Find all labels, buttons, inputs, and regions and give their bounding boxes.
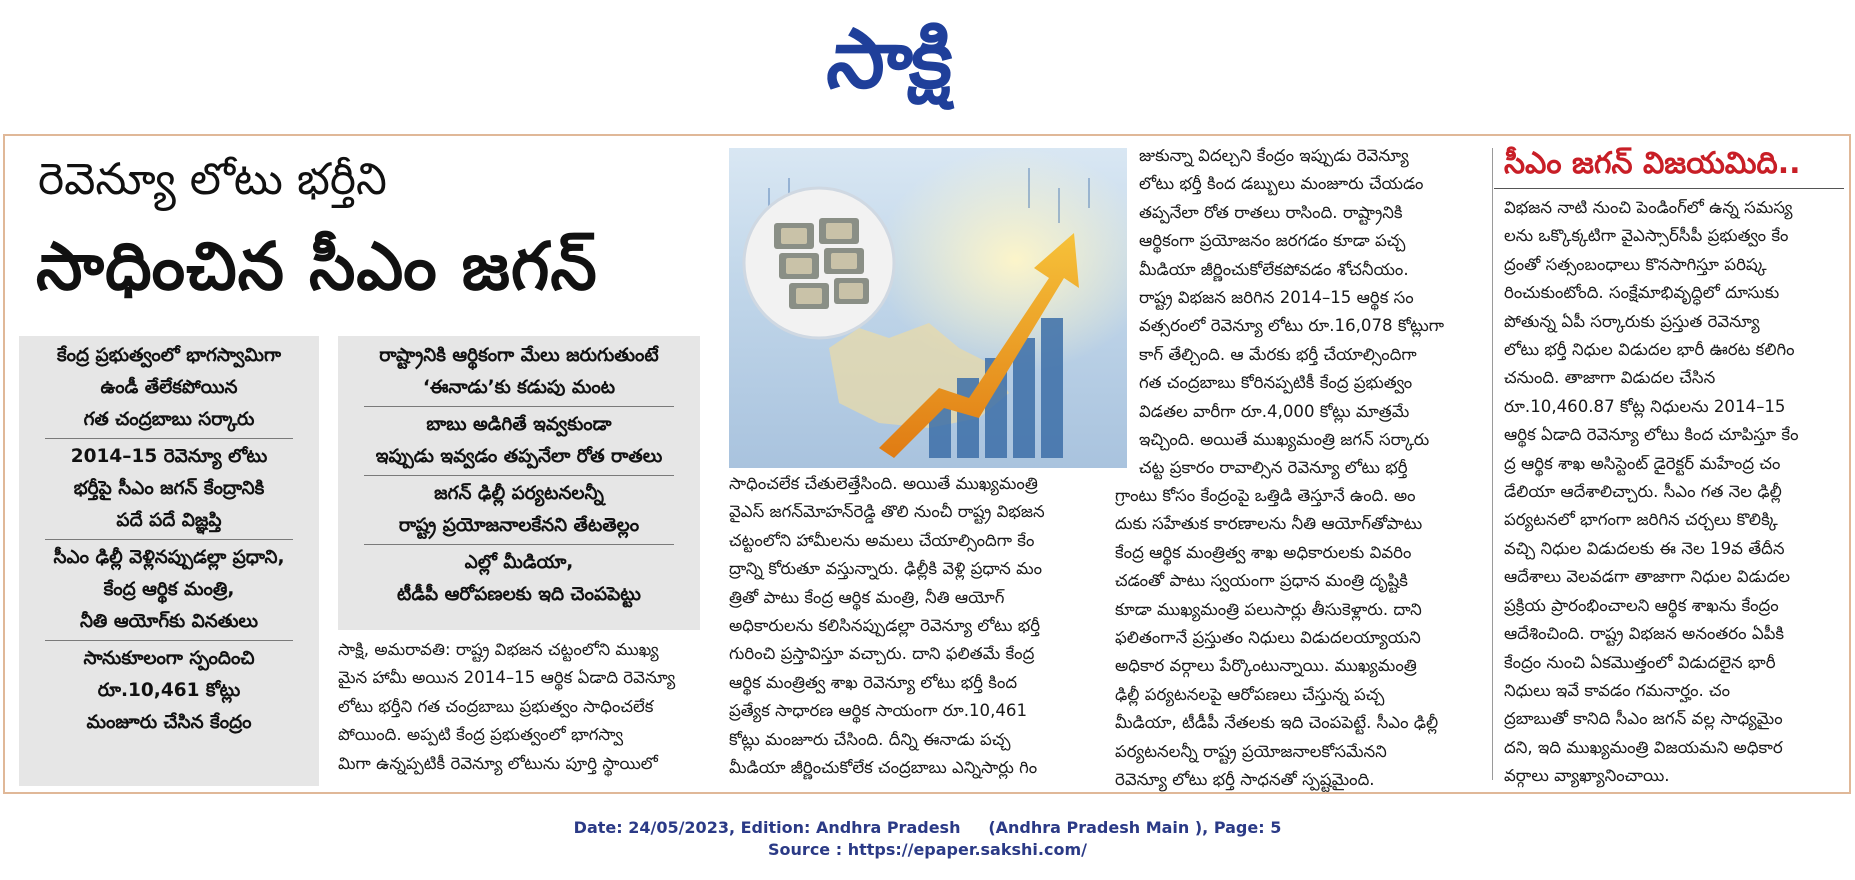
article-line: ప్రత్యేక సాధారణ ఆర్థిక సాయంగా రూ.10,461 — [729, 701, 1028, 721]
article-column-a — [338, 636, 702, 778]
box-right-line: జగన్ ఢిల్లీ పర్యటనలన్నీ — [434, 483, 604, 504]
sidebar-line: ప్రక్రియ ప్రారంభించాలని ఆర్థిక శాఖను కేంద్రం — [1504, 595, 1779, 615]
article-line: పోయింది. అప్పటి కేంద్ర ప్రభుత్వంలో భాగస్వా — [338, 725, 624, 745]
sidebar-line: ఆదేశించింది. రాష్ట్ర విభజన అనంతరం ఏపీకి — [1504, 624, 1785, 644]
sidebar-title: సీఎం జగన్ విజయమిది.. — [1504, 146, 1801, 181]
box-left-line: మంజూరు చేసిన కేంద్రం — [86, 712, 252, 733]
article-photo — [729, 148, 1127, 468]
box-right-line: ‘ఈనాడు’కు కడుపు మంట — [422, 377, 616, 398]
article-line: మీడియా, టీడీపీ నేతలకు ఇది చెంపపెట్టే. సీఎం ఢిల్లీ — [1115, 713, 1439, 733]
growth-arrow-illustration — [729, 148, 1127, 468]
article-line: లోటు భర్తీ కింద డబ్బులు మంజూరు చేయడం — [1139, 174, 1424, 194]
article-line: సాక్షి, అమరావతి: రాష్ట్ర విభజన చట్టంలోని ముఖ్య — [338, 640, 659, 659]
sidebar-line: లోటు భర్తీ నిధుల విడుదల భారీ ఊరట కలిగిం — [1504, 340, 1795, 360]
headline-kicker: రెవెన్యూ లోటు భర్తీని — [38, 154, 387, 205]
article-line: గురించి ప్రస్తావిస్తూ వచ్చారు. దాని ఫలితమే కేంద్ర — [729, 644, 1035, 664]
article-line: చట్టంలోని హామీలను అమలు చేయాల్సిందిగా కేం — [729, 530, 1035, 550]
box-left-line: రూ.10,461 కోట్లు — [97, 680, 241, 701]
box-left-line: కేంద్ర ప్రభుత్వంలో భాగస్వామిగా — [57, 345, 281, 366]
article-line: కేంద్ర ఆర్థిక మంత్రిత్వ శాఖ అధికారులకు వివరిం — [1115, 542, 1412, 562]
article-line: మైన హామీ అయిన 2014–15 ఆర్థిక ఏడాది రెవెన్యూ — [338, 668, 676, 688]
box-divider — [364, 475, 674, 476]
sakshi-logo[interactable]: సాక్షి — [823, 12, 957, 107]
article-line: ఆర్థికంగా ప్రయోజనం జరగడం కూడా పచ్చ — [1139, 231, 1406, 251]
sidebar-line: చనుంది. తాజాగా విడుదల చేసిన — [1504, 368, 1716, 388]
sidebar-body — [1504, 194, 1844, 791]
box-divider — [45, 438, 293, 439]
article-line: ఆర్థిక మంత్రిత్వ శాఖ రెవెన్యూ లోటు భర్తీ కింద — [729, 672, 1018, 692]
article-line: గ్రాంటు కోసం కేంద్రంపై ఒత్తిడి తెస్తూనే ఉంది. అం — [1115, 486, 1416, 505]
box-left-line: నీతి ఆయోగ్‌కు వినతులు — [79, 611, 259, 632]
article-line: రాష్ట్ర విభజన జరిగిన 2014–15 ఆర్థిక సం — [1139, 288, 1414, 308]
article-line: కాగ్ తేల్చింది. ఆ మేరకు భర్తీ చేయాల్సిందిగా — [1139, 344, 1417, 364]
highlight-box-right — [338, 336, 700, 630]
box-right-line: బాబు అడిగితే ఇవ్వకుండా — [426, 414, 612, 435]
sidebar-line: పోతున్న ఏపీ సర్కారుకు ప్రస్తుత రెవెన్యూ — [1504, 311, 1760, 331]
article-line: అధికార వర్గాలు పేర్కొంటున్నాయి. ముఖ్యమంత్రి — [1115, 656, 1417, 676]
box-divider — [364, 406, 674, 407]
sidebar-line: కేంద్రం నుంచి ఏకమొత్తంలో విడుదలైన భారీ — [1504, 652, 1776, 672]
masthead — [0, 0, 1855, 120]
sidebar-line: నిధులు ఇవే కావడం గమనార్హం. చం — [1504, 680, 1731, 700]
article-column-c-top — [1139, 142, 1475, 483]
article-line: చట్ట ప్రకారం రావాల్సిన రెవెన్యూ లోటు భర్తీ — [1139, 458, 1408, 478]
box-right-line: ఎల్లో మీడియా, — [464, 552, 574, 573]
sidebar-line: వచ్చి నిధుల విడుదలకు ఈ నెల 19వ తేదీన — [1504, 538, 1785, 558]
article-line: పర్యటనలన్నీ రాష్ట్ర ప్రయోజనాలకోసమేనని — [1115, 741, 1387, 761]
headline-main: సాధించిన సీఎం జగన్ — [36, 228, 598, 305]
article-line: లోటు భర్తీని గత చంద్రబాబు ప్రభుత్వం సాధించలేక — [338, 696, 654, 716]
column-divider — [1492, 148, 1493, 780]
article-line: తప్పనేలా రోత రాతలు రాసింది. రాష్ట్రానికి — [1139, 202, 1403, 222]
article-line: కోట్లు మంజూరు చేసింది. దీన్ని ఈనాడు పచ్చ — [729, 729, 1011, 749]
sidebar-line: లను ఒక్కొక్కటిగా వైఎస్సార్‌సీపీ ప్రభుత్వం కేం — [1504, 226, 1789, 246]
box-left-line: సీఎం ఢిల్లీ వెళ్లినప్పుడల్లా ప్రధాని, — [53, 547, 285, 568]
article-line: జుకున్నా విదల్చని కేంద్రం ఇప్పుడు రెవెన్యూ — [1139, 146, 1409, 165]
sidebar-title-rule — [1494, 188, 1844, 189]
sidebar-line: వర్గాలు వ్యాఖ్యానించాయి. — [1504, 766, 1670, 786]
article-line: మిగా ఉన్నప్పటికీ రెవెన్యూ లోటును పూర్తి స్థాయిలో — [338, 753, 658, 773]
box-left-line: సానుకూలంగా స్పందించి — [83, 648, 255, 669]
box-left-line: భర్తీపై సీఎం జగన్ కేంద్రానికి — [73, 478, 265, 499]
article-column-c-bottom — [1115, 482, 1475, 794]
sidebar-line: రించుకుంటోంది. సంక్షేమాభివృద్ధిలో దూసుకు — [1504, 283, 1780, 303]
article-line: చడంతో పాటు స్వయంగా ప్రధాన మంత్రి దృష్టికి — [1115, 571, 1408, 591]
box-left-line: పదే పదే విజ్ఞప్తి — [116, 510, 222, 531]
article-line: త్రితో పాటు కేంద్ర ఆర్థిక మంత్రి, నీతి ఆయోగ్ — [729, 587, 1005, 607]
article-line: కూడా ముఖ్యమంత్రి పలుసార్లు తీసుకెళ్లారు. దాని — [1115, 599, 1422, 619]
sidebar-line: పర్యటనలో భాగంగా జరిగిన చర్చలు కొలిక్కి — [1504, 510, 1778, 530]
article-line: ఇచ్చింది. అయితే ముఖ్యమంత్రి జగన్ సర్కారు — [1139, 430, 1430, 450]
article-line: ఫలితంగానే ప్రస్తుతం నిధులు విడుదలయ్యాయని — [1115, 628, 1421, 648]
article-line: మీడియా జీర్ణించుకోలేకపోవడం శోచనీయం. — [1139, 259, 1409, 279]
sidebar-line: డేలియా ఆదేశాలిచ్చారు. సీఎం గత నెల ఢిల్లీ — [1504, 482, 1782, 502]
box-divider — [45, 640, 293, 641]
box-right-line: టీడీపీ ఆరోపణలకు ఇది చెంపపెట్టు — [397, 584, 641, 605]
box-right-line: రాష్ట్రానికి ఆర్థికంగా మేలు జరుగుతుంటే — [379, 345, 659, 366]
article-line: మీడియా జీర్ణించుకోలేక చంద్రబాబు ఎన్నిసార్లు గిం — [729, 758, 1038, 778]
article-line: గత చంద్రబాబు కోరినప్పటికీ కేంద్ర ప్రభుత్వం — [1139, 373, 1413, 393]
box-right-line: ఇప్పుడు ఇవ్వడం తప్పనేలా రోత రాతలు — [375, 446, 663, 467]
box-left-line: కేంద్ర ఆర్థిక మంత్రి, — [103, 579, 235, 600]
sidebar-line: దని, ఇది ముఖ్యమంత్రి విజయమని అధికార — [1504, 737, 1783, 757]
sidebar-line: ఆదేశాలు వెలవడగా తాజాగా నిధుల విడుదల — [1504, 567, 1791, 587]
sidebar-line: రూ.10,460.87 కోట్ల నిధులను 2014–15 — [1504, 396, 1786, 416]
article-line: దుకు సహేతుక కారణాలను నీతి ఆయోగ్‌తోపాటు — [1115, 514, 1423, 534]
article-line: వైఎస్ జగన్‌మోహన్‌రెడ్డి తొలి నుంచీ రాష్ట్ర విభజన — [729, 502, 1045, 522]
box-divider — [45, 539, 293, 540]
box-divider — [364, 544, 674, 545]
article-line: ద్రాన్ని కోరుతూ వస్తున్నారు. ఢిల్లీకి వెళ్లి ప్రధాన మం — [729, 559, 1043, 579]
article-line: రెవెన్యూ లోటు భర్తీ సాధనతో స్పష్టమైంది. — [1115, 770, 1375, 790]
footer-source-link[interactable]: Source : https://epaper.sakshi.com/ — [768, 840, 1087, 859]
box-left-line: గత చంద్రబాబు సర్కారు — [83, 409, 255, 430]
sidebar-line: ద్రంతో సత్సంబంధాలు కొనసాగిస్తూ పరిష్క — [1504, 254, 1767, 274]
sidebar-line: ద్ర ఆర్థిక శాఖ అసిస్టెంట్ డైరెక్టర్ మహేంద్ర చం — [1504, 453, 1781, 473]
article-column-b — [729, 470, 1127, 782]
box-right-line: రాష్ట్ర ప్రయోజనాలకేనని తేటతెల్లం — [398, 515, 640, 536]
article-line: సాధించలేక చేతులెత్తేసింది. అయితే ముఖ్యమంత్రి — [729, 474, 1038, 493]
article-line: అధికారులను కలిసినప్పుడల్లా రెవెన్యూ లోటు భర్తీ — [729, 616, 1041, 636]
footer-date-edition: Date: 24/05/2023, Edition: Andhra Pradesh (Andhra Pradesh Main ), Page: 5 — [573, 818, 1282, 837]
sidebar-line: ఆర్థిక ఏడాది రెవెన్యూ లోటు కింద చూపిస్తూ కేం — [1504, 425, 1799, 445]
sidebar-line: ద్రబాబుతో కానిది సీఎం జగన్ వల్ల సాధ్యమైం — [1504, 709, 1783, 729]
sidebar-line: విభజన నాటి నుంచి పెండింగ్‌లో ఉన్న సమస్య — [1504, 198, 1793, 217]
highlight-box-left — [19, 336, 319, 786]
article-line: విడతల వారీగా రూ.4,000 కోట్లు మాత్రమే — [1139, 401, 1410, 421]
box-left-line: ఉండీ తేలేకపోయిన — [100, 377, 238, 398]
article-line: ఢిల్లీ పర్యటనలపై ఆరోపణలు చేస్తున్న పచ్చ — [1115, 684, 1385, 704]
box-left-line: 2014–15 రెవెన్యూ లోటు — [70, 446, 268, 467]
article-line: వత్సరంలో రెవెన్యూ లోటు రూ.16,078 కోట్లుగా — [1139, 316, 1444, 336]
